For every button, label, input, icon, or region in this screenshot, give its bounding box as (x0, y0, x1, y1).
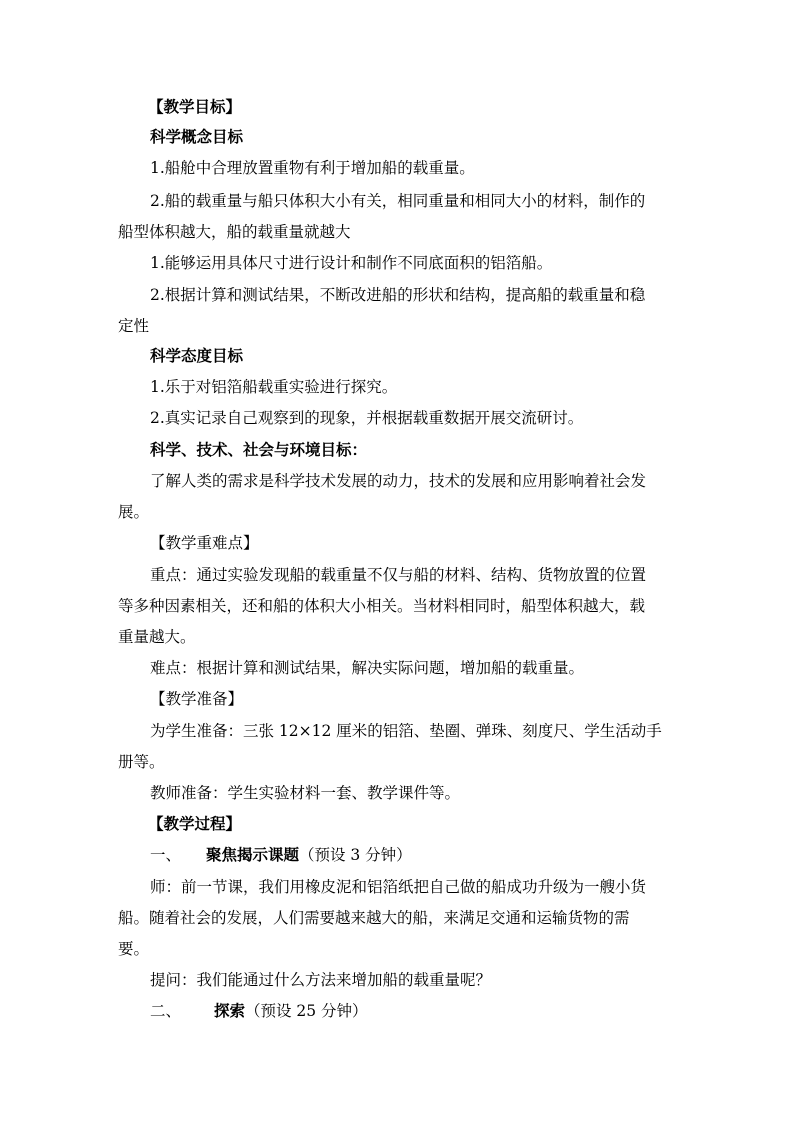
concept-item-2-line-2: 船型体积越大，船的载重量就越大 (118, 223, 351, 241)
sts-heading: 科学、技术、社会与环境目标： (150, 440, 368, 459)
difficulty-point: 难点：根据计算和测试结果，解决实际问题，增加船的载重量。 (150, 659, 585, 677)
attitude-item-1: 1.乐于对铝箔船载重实验进行探究。 (150, 378, 398, 396)
key-point-line-2: 等多种因素相关，还和船的体积大小相关。当材料相同时，船型体积越大，载 (118, 597, 646, 615)
skill-item-2-line-1: 2.根据计算和测试结果，不断改进船的形状和结构，提高船的载重量和稳 (150, 286, 646, 304)
step-2-title: 探索 (213, 1001, 245, 1020)
sts-text-line-1: 了解人类的需求是科学技术发展的动力，技术的发展和应用影响着社会发 (150, 472, 647, 490)
preparation-heading: 【教学准备】 (150, 690, 244, 708)
step-1-time: （预设 3 分钟） (298, 846, 412, 864)
concept-item-1: 1.船舱中合理放置重物有利于增加船的载重量。 (150, 159, 475, 177)
skill-item-2-line-2: 定性 (118, 317, 150, 335)
step-1-number: 一、 (150, 846, 182, 864)
student-prep-line-1: 为学生准备：三张 12×12 厘米的铝箔、垫圈、弹珠、刻度尺、学生活动手 (150, 722, 662, 740)
teacher-prep: 教师准备：学生实验材料一套、教学课件等。 (150, 784, 461, 802)
teacher-speech-line-2: 船。随着社会的发展，人们需要越来越大的船，来满足交通和运输货物的需 (118, 909, 630, 927)
key-point-line-1: 重点：通过实验发现船的载重量不仅与船的材料、结构、货物放置的位置 (150, 566, 647, 584)
step-1-title: 聚焦揭示课题 (205, 845, 299, 864)
student-prep-line-2: 册等。 (118, 753, 165, 771)
question-text: 提问：我们能通过什么方法来增加船的载重量呢？ (150, 971, 492, 989)
teacher-speech-line-3: 要。 (118, 940, 150, 958)
attitude-item-2: 2.真实记录自己观察到的现象，并根据载重数据开展交流研讨。 (150, 409, 584, 427)
concept-item-2-line-1: 2.船的载重量与船只体积大小有关，相同重量和相同大小的材料，制作的 (150, 192, 646, 210)
skill-item-1: 1.能够运用具体尺寸进行设计和制作不同底面积的铝箔船。 (150, 254, 553, 272)
step-2-number: 二、 (150, 1002, 182, 1020)
process-heading: 【教学过程】 (148, 814, 242, 833)
objectives-heading: 【教学目标】 (148, 97, 242, 116)
step-2-time: （预设 25 分钟） (244, 1002, 368, 1020)
attitude-heading: 科学态度目标 (150, 346, 244, 365)
key-difficulty-heading: 【教学重难点】 (150, 534, 259, 552)
key-point-line-3: 重量越大。 (118, 628, 196, 646)
step-1-heading (150, 845, 412, 865)
step-2-heading (150, 1001, 368, 1021)
teacher-speech-line-1: 师：前一节课，我们用橡皮泥和铝箔纸把自己做的船成功升级为一艘小货 (150, 878, 647, 896)
science-concept-heading: 科学概念目标 (150, 127, 244, 146)
sts-text-line-2: 展。 (118, 503, 150, 521)
